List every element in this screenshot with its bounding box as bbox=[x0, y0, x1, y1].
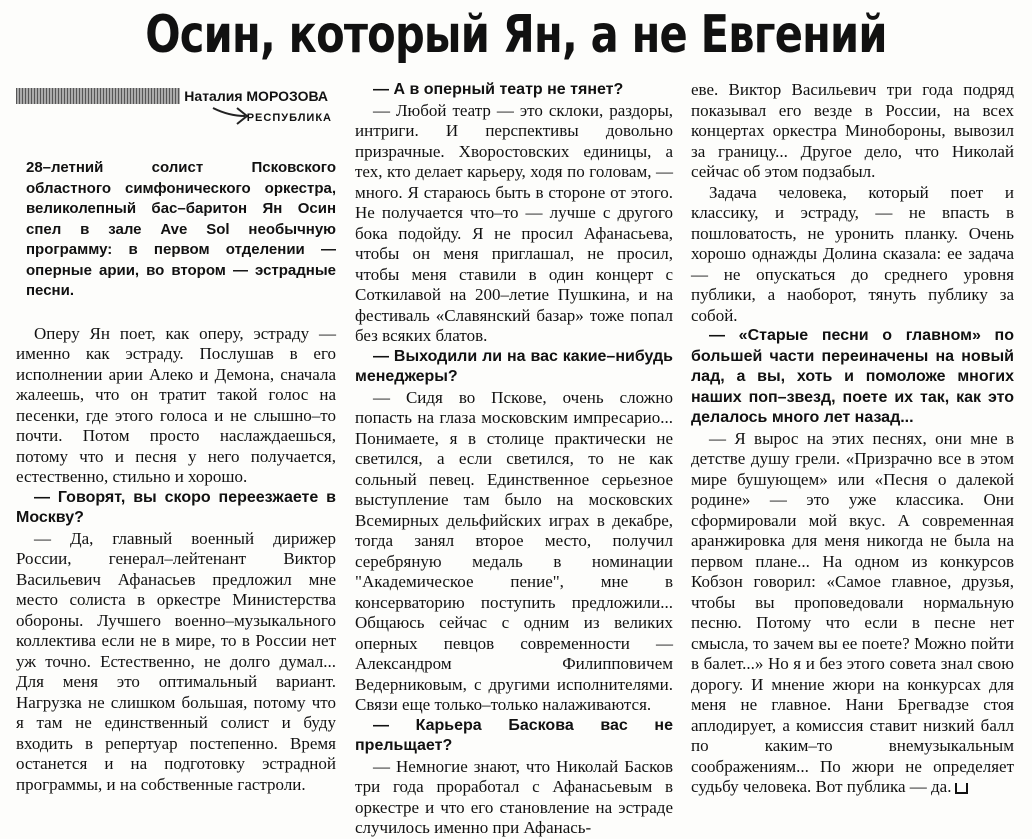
interview-answer: — Сидя во Пскове, очень сложно попасть на глаза московским импресарио... Понимаете, я в столице практически не светился, а если светился, то не как сольный певец. Единственное серьезное выступление там было на московских Всемирных дельфийских играх в декабре, тогда занял второе место, получил серебряную медаль в номинации "Академическое пение", мне в консерваторию поступить предложили... Общаюсь сейчас с одним из великих оперных певцов современности — Александром Филипповичем Ведерниковым, с другими исполнителями. Связи еще только–только налаживаются. bbox=[355, 387, 673, 714]
interview-answer: — Любой театр — это склоки, раздоры, интриги. И перспективы довольно призрачные. Хворостовских единицы, а тех, кто делает карьеру, ходя по головам, — много. Я стараюсь быть в стороне от этого. Не получается что–то — лучше с другого бока подойду. Я не просил Афанасьева, чтобы он меня приглашал, не просил, чтобы меня ставили в один концерт с Соткилавой на 200–летие Пушкина, и на фестиваль «Славянский базар» тоже попал без всяких блатов. bbox=[355, 100, 673, 345]
interview-answer: — Я вырос на этих песнях, они мне в детстве душу грели. «Призрачно все в этом мире бушующем» или «Песня о далекой родине» — это уже классика. Они сформировали мой вкус. А современная аранжировка для меня никогда не была на первом плане... На одном из конкурсов Кобзон говорил: «Самое главное, друзья, чтобы вы проповедовали нормальную песню. Потому что если в песне нет смысла, то зачем вы ее поете? Можно пойти в балет...» Но я и без этого совета знал свою дорогу. И мнение жюри на конкурсах для меня не главное. Нани Брегвадзе стоя аплодирует, а комиссия ставит низкий балл по каким–то внемузыкальным соображениям... По жюри не определяет судьбу человека. Вот публика — да. bbox=[691, 428, 1014, 796]
column-1 bbox=[16, 80, 336, 795]
interview-question: — «Старые песни о главном» по большей части переиначены на новый лад, а вы, хоть и помоложе многих наших поп–звезд, поете их так, как это делалось много лет назад... bbox=[691, 327, 1014, 426]
interview-question: — Говорят, вы скоро переезжаете в Москву? bbox=[16, 488, 336, 526]
interview-answer: — Да, главный военный дирижер России, генерал–лейтенант Виктор Васильевич Афанасьев предложил мне место солиста в оркестре Министерства обороны. Лучшего военно–музыкального коллектива если не в мире, то в России нет уж точно. Естественно, не долго думал... Для меня это оптимальный вариант. Нагрузка не слишком большая, потому что я там не единственный солист и буду входить в репертуар постепенно. Время останется и на подготовку эстрадной программы, и на собственные гастроли. bbox=[16, 528, 336, 794]
interview-question: — Карьера Баскова вас не прельщает? bbox=[355, 716, 673, 754]
final-answer bbox=[691, 429, 1014, 798]
column-3 bbox=[691, 80, 1014, 798]
arrow-icon bbox=[211, 102, 251, 130]
paragraph: Задача человека, который поет и классику, и эстраду, — не впасть в пошловатость, не уронить планку. Очень хорошо однажды Долина сказала: ее задача — не опускаться до среднего уровня публики, а наоборот, тянуть публику за собой. bbox=[691, 182, 1014, 325]
publication-name: РЕСПУБЛИКА bbox=[246, 112, 332, 124]
author-name: Наталия МОРОЗОВА bbox=[180, 86, 332, 106]
interview-answer: — Немногие знают, что Николай Басков три года проработал с Афанасьевым в оркестре и что его становление на эстраде случилось именно при Афанась- bbox=[355, 756, 673, 837]
column-2 bbox=[355, 80, 673, 839]
article-lead: 28–летний солист Псковского областного симфонического оркестра, великолепный бас–баритон Ян Осин спел в зале Ave Sol необычную программу: в первом отделении — оперные арии, во втором — эстрадные песни. bbox=[26, 159, 336, 299]
paragraph: Оперу Ян поет, как оперу, эстраду — именно как эстраду. Послушав в его исполнении арии Алеко и Демона, сначала жалеешь, что он тратит такой голос на песенки, где этого голоса и не слышно–то почти. Потом просто наслаждаешься, потому что и песня у него получается, естественно, стильно и хорошо. bbox=[16, 323, 336, 486]
article-title: Осин, который Ян, а не Евгений bbox=[145, 5, 887, 65]
interview-question: — А в оперный театр не тянет? bbox=[373, 81, 624, 98]
interview-question: — Выходили ли на вас какие–нибудь менеджеры? bbox=[355, 347, 673, 385]
end-mark-icon bbox=[955, 783, 968, 794]
byline bbox=[16, 80, 336, 140]
interview-answer-continued: еве. Виктор Васильевич три года подряд показывал его везде в России, на всех концертах оркестра Минобороны, вывозил за границу... Другое дело, что Николай сейчас об этом подзабыл. bbox=[691, 80, 1014, 181]
